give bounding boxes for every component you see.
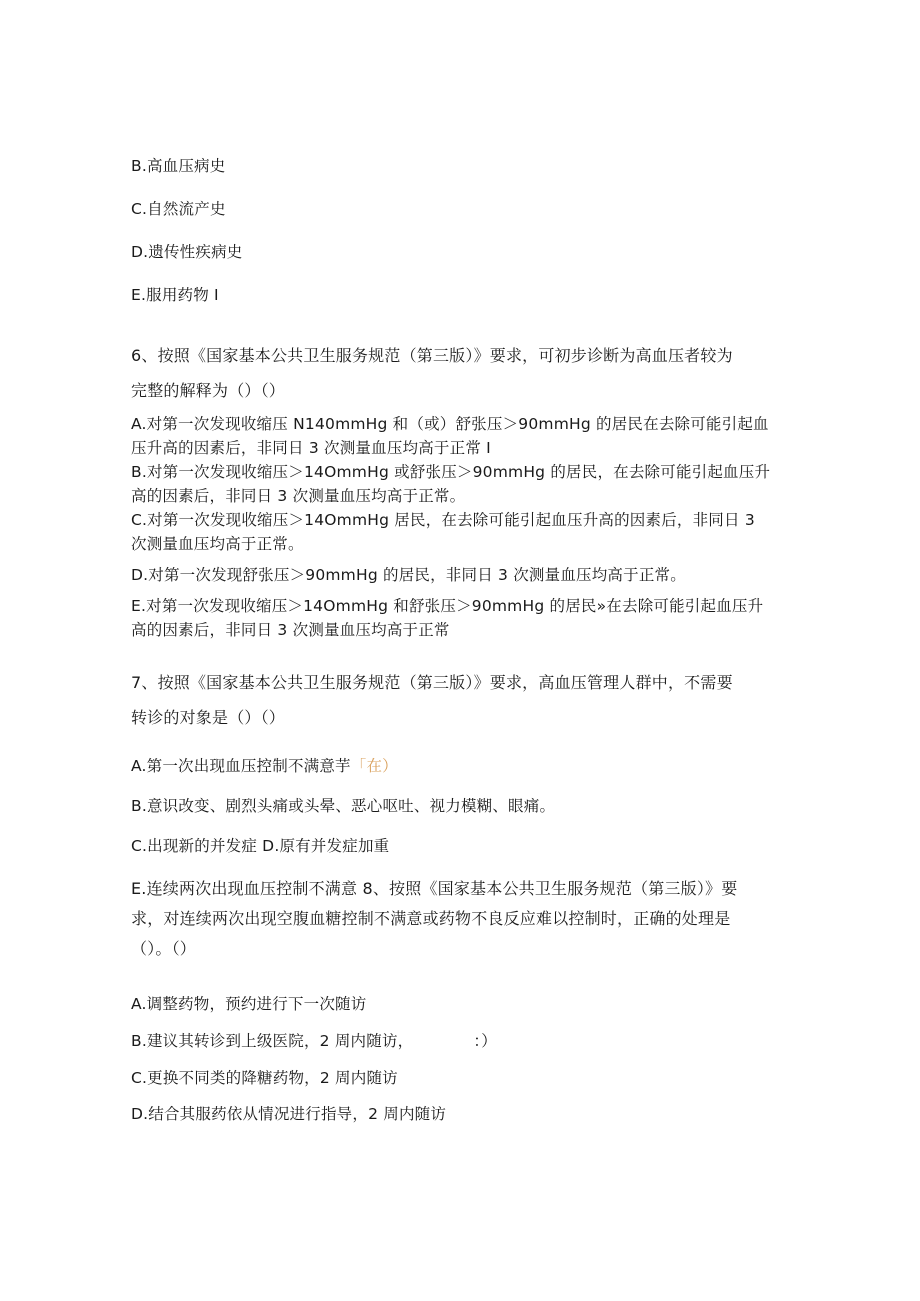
- q5-option-c: C.自然流产史: [131, 200, 226, 218]
- q7-option-e-line2: 求，对连续两次出现空腹血糖控制不满意或药物不良反应难以控制时，正确的处理是: [131, 909, 731, 928]
- q6-stem-line2: 完整的解释为（）（）: [131, 381, 286, 400]
- q6-option-e-line1: E.对第一次发现收缩压＞14OmmHg 和舒张压＞90mmHg 的居民»在去除可能引起血压升: [131, 597, 764, 615]
- q7-option-a-text: A.第一次出现血压控制不满意芋: [131, 757, 351, 775]
- q7-option-b: B.意识改变、剧烈头痛或头晕、恶心呕吐、视力模糊、眼痛。: [131, 797, 556, 815]
- q7-stem-line1: 7、按照《国家基本公共卫生服务规范（第三版）》要求，高血压管理人群中，不需要: [131, 673, 733, 692]
- q7-option-cd: C.出现新的并发症 D.原有并发症加重: [131, 837, 390, 855]
- q7-option-a: [131, 755, 398, 777]
- q8-option-b-text: B.建议其转诊到上级医院，2 周内随访，: [131, 1032, 414, 1050]
- q7-option-a-mark: 「在）: [350, 757, 398, 775]
- q5-option-d: D.遗传性疾病史: [131, 243, 243, 261]
- q7-option-e-line1: E.连续两次出现血压控制不满意 8、按照《国家基本公共卫生服务规范（第三版）》要: [131, 879, 738, 898]
- q6-option-c-line2: 次测量血压均高于正常。: [131, 535, 304, 553]
- q6-option-b-line1: B.对第一次发现收缩压＞14OmmHg 或舒张压＞90mmHg 的居民，在去除可能引起血压升: [131, 463, 771, 481]
- q6-option-a-line2: 压升高的因素后，非同日 3 次测量血压均高于正常 I: [131, 439, 491, 457]
- q8-option-b: [131, 1030, 497, 1052]
- q6-option-e-line2: 高的因素后，非同日 3 次测量血压均高于正常: [131, 621, 450, 639]
- q8-option-d: D.结合其服药依从情况进行指导，2 周内随访: [131, 1105, 447, 1123]
- q6-option-d: D.对第一次发现舒张压＞90mmHg 的居民，非同日 3 次测量血压均高于正常。: [131, 566, 686, 584]
- q5-option-b: B.高血压病史: [131, 157, 226, 175]
- q5-option-e: E.服用药物 I: [131, 286, 219, 304]
- q8-option-b-tail: ：）: [473, 1032, 498, 1050]
- q6-stem-line1: 6、按照《国家基本公共卫生服务规范（第三版）》要求，可初步诊断为高血压者较为: [131, 346, 733, 365]
- q6-option-c-line1: C.对第一次发现收缩压＞14OmmHg 居民，在去除可能引起血压升高的因素后，非同日 3: [131, 511, 755, 529]
- q8-option-c: C.更换不同类的降糖药物，2 周内随访: [131, 1069, 398, 1087]
- q8-option-a: A.调整药物，预约进行下一次随访: [131, 995, 367, 1013]
- q7-option-e-line3: （）。（）: [131, 939, 197, 958]
- q7-stem-line2: 转诊的对象是（）（）: [131, 708, 286, 727]
- q6-option-b-line2: 高的因素后，非同日 3 次测量血压均高于正常。: [131, 487, 466, 505]
- q6-option-a-line1: A.对第一次发现收缩压 N140mmHg 和（或）舒张压＞90mmHg 的居民在去除可能引起血: [131, 415, 769, 433]
